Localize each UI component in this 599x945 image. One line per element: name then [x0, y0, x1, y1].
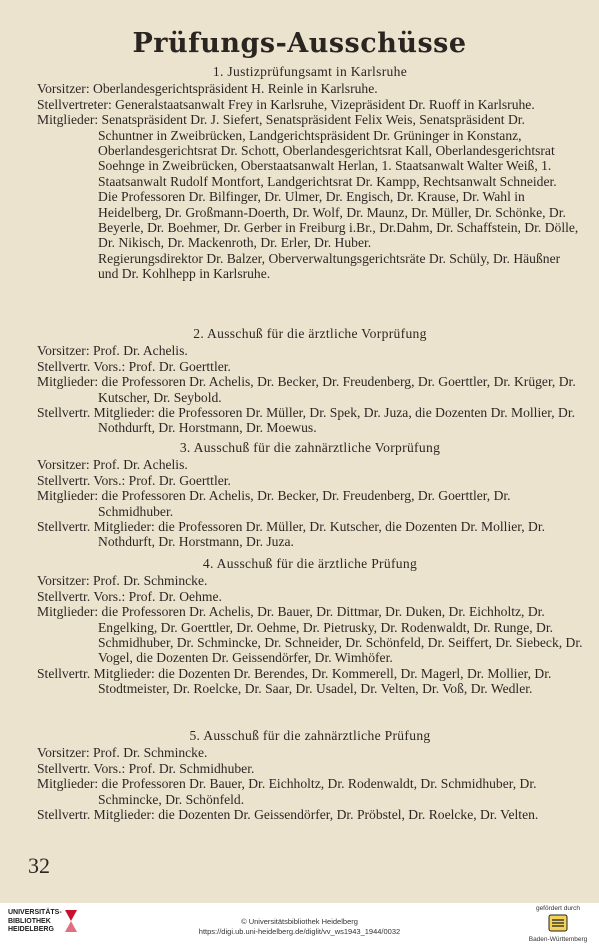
state-crest-icon: [545, 914, 571, 932]
section-extra-line: Die Professoren Dr. Bilfinger, Dr. Ulmer, Dr. Engisch, Dr. Krause, Dr. Wahl in Heidelberg, Dr. Großmann-Doerth, Dr. Wolf, Dr. Maunz, Dr. Müller, Dr. Schönke, Dr. Beyerle, Dr. Boehmer, Dr. Gerber in Freiburg i.Br., Dr.Dahm, Dr. Schaffstein, Dr. Dölle, Dr. Nikisch, Dr. Mackenroth, Dr. Erler, Dr. Huber.: [98, 189, 579, 251]
sponsor-block: [520, 905, 596, 944]
permalink[interactable]: https://digi.ub.uni-heidelberg.de/diglit/vv_ws1943_1944/0032: [198, 927, 401, 936]
section-line: Mitglieder: Senatspräsident Dr. J. Siefert, Senatspräsident Felix Weis, Senatspräsident Dr. Schuntner in Zweibrücken, Landgerichtspräsident Dr. Grüninger in Konstanz, Oberlandesgerichtsrat Dr. Schott, Oberlandesgerichtsrat Kall, Oberlandesgerichtsrat Soehnge in Zweibrücken, Oberstaatsanwalt Herlan, 1. Staatsanwalt Walter Weiß, 1. Staatsanwalt Rudolf Montfort, Landgerichtsrat Dr. Kampp, Rechtsanwalt Schneider.: [37, 112, 557, 189]
section-line: Stellvertr. Vors.: Prof. Dr. Schmidhuber.: [37, 760, 255, 776]
logo-line: HEIDELBERG: [8, 926, 54, 933]
section-line: Mitglieder: die Professoren Dr. Achelis, Dr. Bauer, Dr. Dittmar, Dr. Duken, Dr. Eichholtz, Dr. Engelking, Dr. Goerttler, Dr. Oehme, Dr. Pietrusky, Dr. Rodenwaldt, Dr. Runge, Dr. Schmidhuber, Dr. Schmincke, Dr. Schneider, Dr. Schönfeld, Dr. Seiffert, Dr. Siebeck, Dr. Vogel, die Dozenten Dr. Geissendörfer, Dr. Wimhöfer.: [37, 604, 583, 666]
section-line: Stellvertr. Vors.: Prof. Dr. Goerttler.: [37, 358, 231, 374]
section-heading: 4. Ausschuß für die ärztliche Prüfung: [202, 556, 418, 571]
section-4: [37, 556, 583, 697]
section-line: Stellvertr. Mitglieder: die Professoren Dr. Müller, Dr. Spek, Dr. Juza, die Dozenten Dr. Mollier, Dr. Nothdurft, Dr. Horstmann, Dr. Moewus.: [37, 405, 576, 436]
copyright-notice: [0, 917, 599, 937]
section-2: [37, 326, 583, 436]
section-extra-line: Regierungsdirektor Dr. Balzer, Oberverwaltungsgerichtsräte Dr. Schüly, Dr. Häußner und Dr. Kohlhepp in Karlsruhe.: [98, 250, 561, 282]
page-title: Prüfungs-Ausschüsse: [132, 28, 467, 59]
section-heading: 1. Justizprüfungsamt in Karlsruhe: [212, 64, 408, 79]
section-line: Stellvertr. Vors.: Prof. Dr. Goerttler.: [37, 472, 231, 488]
section-line: Mitglieder: die Professoren Dr. Achelis, Dr. Becker, Dr. Freudenberg, Dr. Goerttler, Dr. Krüger, Dr. Kutscher, Dr. Seybold.: [37, 374, 576, 405]
logo-line: BIBLIOTHEK: [8, 917, 51, 925]
section-line: Vorsitzer: Prof. Dr. Achelis.: [37, 343, 188, 359]
section-1: [37, 64, 583, 282]
sponsor-name: Baden-Württemberg: [528, 936, 588, 943]
section-line: Stellvertr. Mitglieder: die Professoren Dr. Müller, Dr. Kutscher, die Dozenten Dr. Mollier, Dr. Nothdurft, Dr. Horstmann, Dr. Juza.: [37, 519, 546, 550]
section-line: Mitglieder: die Professoren Dr. Achelis, Dr. Becker, Dr. Freudenberg, Dr. Goerttler, Dr. Schmidhuber.: [37, 488, 511, 519]
section-line: Vorsitzer: Prof. Dr. Achelis.: [37, 457, 188, 473]
section-heading: 2. Ausschuß für die ärztliche Vorprüfung: [193, 326, 427, 341]
section-line: Mitglieder: die Professoren Dr. Bauer, Dr. Eichholtz, Dr. Rodenwaldt, Dr. Schmidhuber, Dr. Schmincke, Dr. Schönfeld.: [37, 776, 537, 807]
section-5: [37, 728, 583, 822]
section-line: Stellvertr. Mitglieder: die Dozenten Dr. Geissendörfer, Dr. Pröbstel, Dr. Roelcke, Dr. Velten.: [37, 807, 539, 823]
sponsor-label: gefördert durch: [535, 905, 581, 912]
page-number: 32: [28, 853, 50, 878]
section-3: [37, 440, 583, 550]
section-line: Stellvertr. Mitglieder: die Dozenten Dr. Berendes, Dr. Kommerell, Dr. Magerl, Dr. Mollier, Dr. Stodtmeister, Dr. Roelcke, Dr. Saar, Dr. Usadel, Dr. Velten, Dr. Voß, Dr. Wedler.: [37, 665, 552, 697]
section-line: Vorsitzer: Prof. Dr. Schmincke.: [37, 573, 208, 589]
section-heading: 3. Ausschuß für die zahnärztliche Vorprüfung: [179, 440, 441, 455]
section-line: Stellvertreter: Generalstaatsanwalt Frey in Karlsruhe, Vizepräsident Dr. Ruoff in Karlsruhe.: [37, 96, 535, 112]
section-line: Vorsitzer: Oberlandesgerichtspräsident H. Reinle in Karlsruhe.: [37, 81, 378, 97]
section-heading: 5. Ausschuß für die zahnärztliche Prüfung: [189, 728, 431, 743]
viewer-footer: [0, 903, 599, 945]
section-line: Stellvertr. Vors.: Prof. Dr. Oehme.: [37, 588, 222, 604]
logo-line: UNIVERSITÄTS-: [8, 909, 62, 916]
section-line: Vorsitzer: Prof. Dr. Schmincke.: [37, 745, 208, 761]
copyright-text: © Universitätsbibliothek Heidelberg: [241, 917, 358, 926]
